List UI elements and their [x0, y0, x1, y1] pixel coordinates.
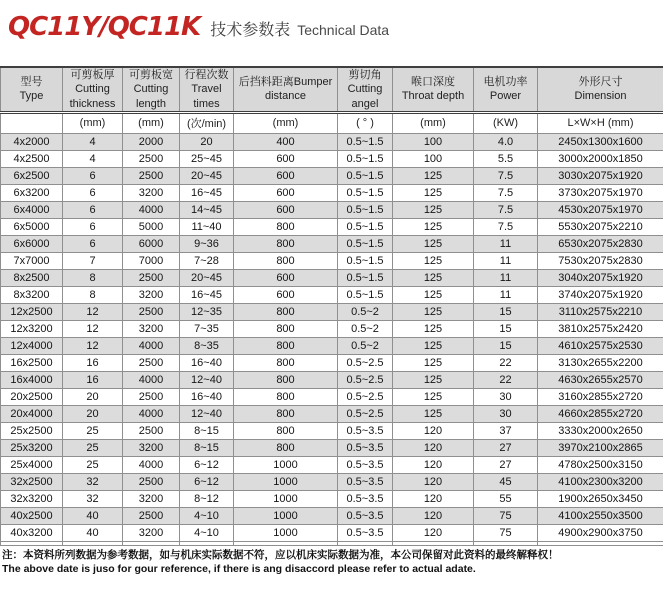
table-cell: 27: [474, 439, 538, 456]
table-cell: 7000: [123, 252, 180, 269]
table-cell: 0.5~1.5: [338, 201, 393, 218]
table-cell: 600: [234, 286, 338, 303]
table-cell: 600: [234, 184, 338, 201]
table-cell: 1000: [234, 507, 338, 524]
table-cell: 30: [474, 388, 538, 405]
table-cell: 32x2500: [1, 473, 63, 490]
table-cell: 9~36: [180, 235, 234, 252]
column-unit: [1, 112, 63, 133]
table-cell: 3200: [123, 320, 180, 337]
page-header: [0, 0, 663, 66]
table-cell: 12~40: [180, 405, 234, 422]
table-cell: 7x7000: [1, 252, 63, 269]
table-cell: 3200: [123, 490, 180, 507]
table-cell: 14~45: [180, 201, 234, 218]
table-cell: 25x4000: [1, 456, 63, 473]
table-cell: 6~12: [180, 473, 234, 490]
table-cell: 0.5~2: [338, 337, 393, 354]
table-cell: 6x4000: [1, 201, 63, 218]
table-cell: 0.5~3.5: [338, 422, 393, 439]
table-foot-cell: [63, 541, 123, 545]
table-cell: 800: [234, 422, 338, 439]
table-row: [1, 524, 663, 541]
table-cell: 75: [474, 524, 538, 541]
column-header: 型号 Type: [1, 67, 63, 112]
table-cell: 0.5~3.5: [338, 439, 393, 456]
table-cell: 12x3200: [1, 320, 63, 337]
table-cell: 120: [393, 507, 474, 524]
table-cell: 0.5~3.5: [338, 456, 393, 473]
table-cell: 125: [393, 320, 474, 337]
table-cell: 25: [63, 422, 123, 439]
table-row: [1, 507, 663, 524]
table-cell: 0.5~1.5: [338, 235, 393, 252]
table-cell: 4: [63, 133, 123, 150]
table-cell: 800: [234, 405, 338, 422]
table-cell: 600: [234, 167, 338, 184]
table-cell: 5530x2075x2210: [538, 218, 663, 235]
table-row: [1, 150, 663, 167]
table-cell: 4660x2855x2720: [538, 405, 663, 422]
table-row: [1, 371, 663, 388]
table-cell: 125: [393, 167, 474, 184]
table-cell: 16~40: [180, 388, 234, 405]
table-cell: 12~35: [180, 303, 234, 320]
table-cell: 0.5~2.5: [338, 371, 393, 388]
table-cell: 2000: [123, 133, 180, 150]
table-foot-cell: [538, 541, 663, 545]
table-cell: 4x2500: [1, 150, 63, 167]
table-cell: 0.5~2.5: [338, 354, 393, 371]
column-unit: (次/min): [180, 112, 234, 133]
table-cell: 3000x2000x1850: [538, 150, 663, 167]
table-cell: 4000: [123, 337, 180, 354]
table-cell: 800: [234, 252, 338, 269]
table-cell: 40x3200: [1, 524, 63, 541]
table-cell: 2500: [123, 388, 180, 405]
table-cell: 125: [393, 201, 474, 218]
table-cell: 800: [234, 303, 338, 320]
table-foot-cell: [1, 541, 63, 545]
column-unit: ( ° ): [338, 112, 393, 133]
technical-data-table: [0, 66, 663, 546]
table-cell: 2500: [123, 150, 180, 167]
table-cell: 3040x2075x1920: [538, 269, 663, 286]
table-cell: 125: [393, 235, 474, 252]
table-cell: 40: [63, 524, 123, 541]
table-cell: 12x2500: [1, 303, 63, 320]
column-unit: (mm): [63, 112, 123, 133]
table-cell: 7~35: [180, 320, 234, 337]
table-cell: 3330x2000x2650: [538, 422, 663, 439]
table-cell: 100: [393, 133, 474, 150]
table-cell: 12: [63, 320, 123, 337]
table-cell: 1000: [234, 524, 338, 541]
table-foot-row: [1, 541, 663, 545]
table-cell: 6: [63, 218, 123, 235]
table-cell: 4630x2655x2570: [538, 371, 663, 388]
table-cell: 5000: [123, 218, 180, 235]
table-cell: 4530x2075x1970: [538, 201, 663, 218]
table-cell: 3970x2100x2865: [538, 439, 663, 456]
table-cell: 0.5~2.5: [338, 388, 393, 405]
table-cell: 8: [63, 286, 123, 303]
table-cell: 4000: [123, 201, 180, 218]
table-foot-cell: [393, 541, 474, 545]
table-cell: 2500: [123, 422, 180, 439]
table-cell: 4.0: [474, 133, 538, 150]
table-cell: 4~10: [180, 507, 234, 524]
table-cell: 1000: [234, 490, 338, 507]
table-cell: 125: [393, 269, 474, 286]
table-cell: 8x3200: [1, 286, 63, 303]
table-cell: 800: [234, 337, 338, 354]
table-cell: 2500: [123, 167, 180, 184]
table-cell: 6000: [123, 235, 180, 252]
column-header: 喉口深度 Throat depth: [393, 67, 474, 112]
table-cell: 27: [474, 456, 538, 473]
table-cell: 125: [393, 286, 474, 303]
table-row: [1, 320, 663, 337]
table-row: [1, 201, 663, 218]
table-foot-cell: [123, 541, 180, 545]
table-cell: 125: [393, 184, 474, 201]
table-cell: 0.5~1.5: [338, 218, 393, 235]
table-cell: 12: [63, 303, 123, 320]
table-cell: 8x2500: [1, 269, 63, 286]
table-foot-cell: [234, 541, 338, 545]
table-cell: 125: [393, 252, 474, 269]
table-cell: 6~12: [180, 456, 234, 473]
table-cell: 0.5~3.5: [338, 524, 393, 541]
table-cell: 40: [63, 507, 123, 524]
table-cell: 6: [63, 184, 123, 201]
footnote: [0, 546, 663, 576]
table-cell: 11~40: [180, 218, 234, 235]
table-row: [1, 439, 663, 456]
table-cell: 4000: [123, 456, 180, 473]
table-cell: 800: [234, 320, 338, 337]
table-cell: 0.5~3.5: [338, 473, 393, 490]
table-cell: 8~35: [180, 337, 234, 354]
table-cell: 6: [63, 235, 123, 252]
column-header: 可剪板宽 Cutting length: [123, 67, 180, 112]
table-cell: 22: [474, 371, 538, 388]
table-cell: 800: [234, 354, 338, 371]
table-head: [1, 67, 663, 133]
table-cell: 20~45: [180, 269, 234, 286]
table-foot-cell: [474, 541, 538, 545]
table-cell: 6: [63, 201, 123, 218]
table-cell: 8~12: [180, 490, 234, 507]
table-cell: 4100x2300x3200: [538, 473, 663, 490]
column-unit: (KW): [474, 112, 538, 133]
title-en: Technical Data: [297, 22, 390, 38]
table-cell: 0.5~1.5: [338, 150, 393, 167]
table-cell: 32: [63, 490, 123, 507]
table-cell: 4780x2500x3150: [538, 456, 663, 473]
table-cell: 20x4000: [1, 405, 63, 422]
table-row: [1, 354, 663, 371]
table-cell: 4~10: [180, 524, 234, 541]
table-cell: 4100x2550x3500: [538, 507, 663, 524]
table-cell: 25x3200: [1, 439, 63, 456]
table-cell: 3740x2075x1920: [538, 286, 663, 303]
table-foot-cell: [338, 541, 393, 545]
table-cell: 11: [474, 286, 538, 303]
table-row: [1, 456, 663, 473]
table-cell: 400: [234, 133, 338, 150]
table-cell: 800: [234, 371, 338, 388]
table-cell: 6530x2075x2830: [538, 235, 663, 252]
table-cell: 75: [474, 507, 538, 524]
table-cell: 16~45: [180, 184, 234, 201]
table-cell: 20: [63, 405, 123, 422]
table-cell: 16~45: [180, 286, 234, 303]
table-cell: 5.5: [474, 150, 538, 167]
table-cell: 0.5~3.5: [338, 490, 393, 507]
table-row: [1, 405, 663, 422]
table-row: [1, 184, 663, 201]
table-cell: 0.5~1.5: [338, 286, 393, 303]
table-cell: 3110x2575x2210: [538, 303, 663, 320]
table-row: [1, 286, 663, 303]
table-cell: 4x2000: [1, 133, 63, 150]
units-row: [1, 112, 663, 133]
model-title: QC11Y/QC11K: [8, 12, 201, 42]
table-row: [1, 269, 663, 286]
table-cell: 7~28: [180, 252, 234, 269]
table-row: [1, 303, 663, 320]
table-cell: 4610x2575x2530: [538, 337, 663, 354]
table-cell: 125: [393, 303, 474, 320]
table-cell: 120: [393, 456, 474, 473]
table-cell: 800: [234, 218, 338, 235]
table-cell: 120: [393, 439, 474, 456]
table-row: [1, 337, 663, 354]
table-cell: 2500: [123, 473, 180, 490]
table-cell: 125: [393, 337, 474, 354]
table-cell: 120: [393, 524, 474, 541]
table-cell: 16~40: [180, 354, 234, 371]
table-cell: 120: [393, 473, 474, 490]
table-cell: 16x4000: [1, 371, 63, 388]
table-cell: 30: [474, 405, 538, 422]
table-cell: 20: [63, 388, 123, 405]
table-cell: 11: [474, 269, 538, 286]
table-cell: 3810x2575x2420: [538, 320, 663, 337]
table-cell: 55: [474, 490, 538, 507]
table-cell: 125: [393, 218, 474, 235]
table-cell: 15: [474, 320, 538, 337]
table-cell: 7.5: [474, 218, 538, 235]
table-cell: 800: [234, 235, 338, 252]
table-cell: 6: [63, 167, 123, 184]
table-cell: 0.5~1.5: [338, 252, 393, 269]
table-cell: 16: [63, 354, 123, 371]
table-cell: 3200: [123, 439, 180, 456]
table-cell: 4: [63, 150, 123, 167]
table-cell: 3160x2855x2720: [538, 388, 663, 405]
table-cell: 20x2500: [1, 388, 63, 405]
table-cell: 0.5~2.5: [338, 405, 393, 422]
table-cell: 3200: [123, 184, 180, 201]
table-cell: 0.5~1.5: [338, 133, 393, 150]
table-cell: 0.5~2: [338, 320, 393, 337]
table-cell: 8~15: [180, 439, 234, 456]
table-cell: 600: [234, 150, 338, 167]
header-row: [1, 67, 663, 112]
table-cell: 3130x2655x2200: [538, 354, 663, 371]
table-cell: 125: [393, 371, 474, 388]
column-header: 可剪板厚 Cutting thickness: [63, 67, 123, 112]
title-cn: 技术参数表: [210, 22, 291, 39]
table-cell: 7.5: [474, 201, 538, 218]
table-cell: 16x2500: [1, 354, 63, 371]
table-cell: 15: [474, 303, 538, 320]
table-cell: 800: [234, 439, 338, 456]
table-cell: 3200: [123, 286, 180, 303]
table-cell: 6x6000: [1, 235, 63, 252]
table-row: [1, 218, 663, 235]
footnote-cn: 注：本资料所列数据为参考数据，如与机床实际数据不符，应以机床实际数据为准，本公司保留对此资料的最终解释权！: [2, 548, 559, 561]
table-cell: 0.5~2: [338, 303, 393, 320]
table-body: [1, 133, 663, 541]
column-header: 后挡料距离Bumper distance: [234, 67, 338, 112]
column-unit: L×W×H (mm): [538, 112, 663, 133]
column-header: 行程次数 Travel times: [180, 67, 234, 112]
table-cell: 8: [63, 269, 123, 286]
column-header: 外形尺寸 Dimension: [538, 67, 663, 112]
table-row: [1, 235, 663, 252]
table-cell: 1000: [234, 473, 338, 490]
table-row: [1, 133, 663, 150]
table-cell: 100: [393, 150, 474, 167]
table-cell: 600: [234, 269, 338, 286]
table-cell: 125: [393, 354, 474, 371]
table-cell: 4000: [123, 371, 180, 388]
column-unit: (mm): [123, 112, 180, 133]
table-cell: 2500: [123, 303, 180, 320]
table-cell: 7530x2075x2830: [538, 252, 663, 269]
table-cell: 20: [180, 133, 234, 150]
table-cell: 11: [474, 235, 538, 252]
table-cell: 2500: [123, 269, 180, 286]
table-cell: 1900x2650x3450: [538, 490, 663, 507]
table-cell: 12x4000: [1, 337, 63, 354]
table-cell: 45: [474, 473, 538, 490]
table-cell: 0.5~1.5: [338, 184, 393, 201]
footnote-en: The above date is juso for gour reference, if there is ang disaccord please refer to actual adate.: [2, 563, 476, 576]
table-cell: 7.5: [474, 184, 538, 201]
table-cell: 125: [393, 388, 474, 405]
table-cell: 4000: [123, 405, 180, 422]
table-cell: 0.5~1.5: [338, 269, 393, 286]
table-cell: 2500: [123, 354, 180, 371]
table-cell: 3730x2075x1970: [538, 184, 663, 201]
table-cell: 3030x2075x1920: [538, 167, 663, 184]
table-cell: 2500: [123, 507, 180, 524]
table-cell: 25x2500: [1, 422, 63, 439]
column-header: 剪切角 Cutting angel: [338, 67, 393, 112]
table-cell: 800: [234, 388, 338, 405]
table-cell: 6x2500: [1, 167, 63, 184]
table-cell: 7.5: [474, 167, 538, 184]
table-cell: 8~15: [180, 422, 234, 439]
table-row: [1, 490, 663, 507]
table-cell: 11: [474, 252, 538, 269]
table-cell: 16: [63, 371, 123, 388]
column-header: 电机功率 Power: [474, 67, 538, 112]
table-cell: 12: [63, 337, 123, 354]
table-row: [1, 252, 663, 269]
table-cell: 25~45: [180, 150, 234, 167]
table-foot: [1, 541, 663, 545]
table-cell: 1000: [234, 456, 338, 473]
table-cell: 2450x1300x1600: [538, 133, 663, 150]
table-cell: 32x3200: [1, 490, 63, 507]
table-cell: 120: [393, 490, 474, 507]
table-cell: 7: [63, 252, 123, 269]
table-cell: 20~45: [180, 167, 234, 184]
table-cell: 25: [63, 456, 123, 473]
table-cell: 4900x2900x3750: [538, 524, 663, 541]
table-cell: 0.5~1.5: [338, 167, 393, 184]
column-unit: (mm): [393, 112, 474, 133]
table-cell: 37: [474, 422, 538, 439]
table-cell: 12~40: [180, 371, 234, 388]
table-row: [1, 422, 663, 439]
table-cell: 0.5~3.5: [338, 507, 393, 524]
table-foot-cell: [180, 541, 234, 545]
table-cell: 3200: [123, 524, 180, 541]
table-row: [1, 388, 663, 405]
table-cell: 32: [63, 473, 123, 490]
table-cell: 6x5000: [1, 218, 63, 235]
table-cell: 22: [474, 354, 538, 371]
table-cell: 600: [234, 201, 338, 218]
table-cell: 120: [393, 422, 474, 439]
table-row: [1, 167, 663, 184]
table-cell: 125: [393, 405, 474, 422]
column-unit: (mm): [234, 112, 338, 133]
table-cell: 25: [63, 439, 123, 456]
table-cell: 40x2500: [1, 507, 63, 524]
table-cell: 15: [474, 337, 538, 354]
table-cell: 6x3200: [1, 184, 63, 201]
table-row: [1, 473, 663, 490]
